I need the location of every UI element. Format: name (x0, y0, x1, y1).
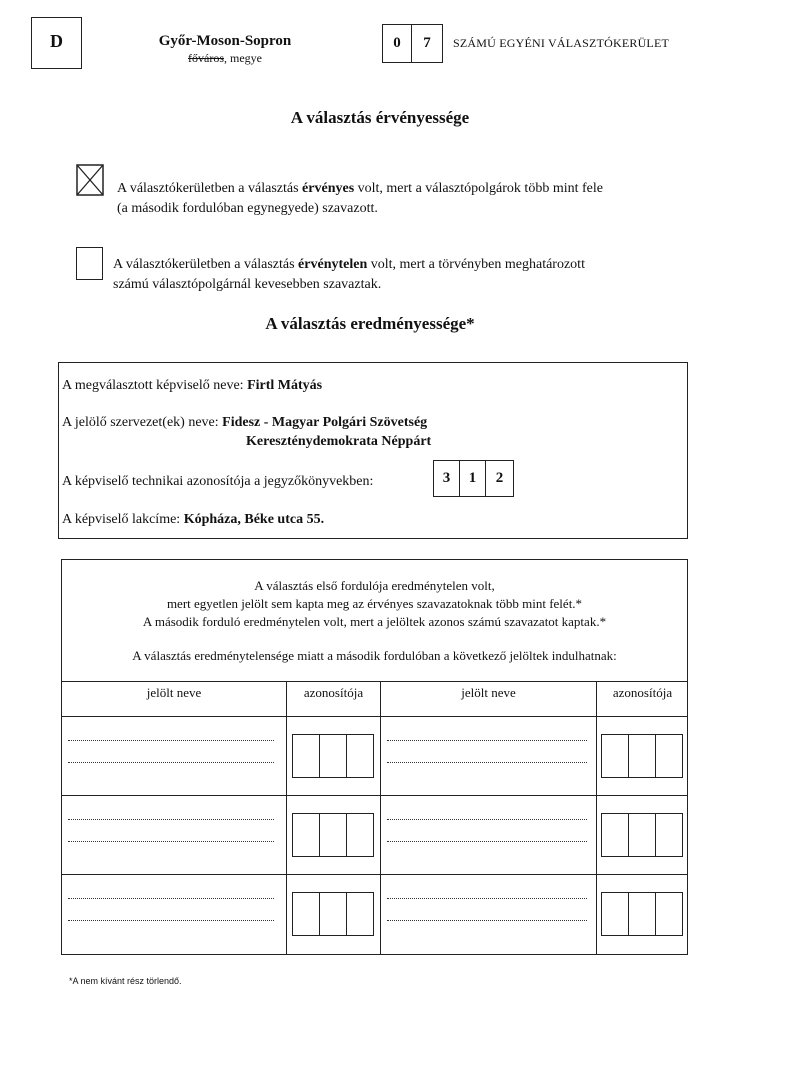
id-input-box[interactable] (601, 892, 629, 936)
address-value: Kópháza, Béke utca 55. (183, 512, 325, 527)
valid-checkbox[interactable] (76, 164, 104, 196)
id-input-box[interactable] (292, 813, 320, 857)
district-label: SZÁMÚ EGYÉNI VÁLASZTÓKERÜLET (453, 36, 670, 50)
name-field[interactable] (68, 819, 274, 820)
invalid-line2: számú választópolgárnál kevesebben szavaztak. (113, 277, 382, 292)
name-field[interactable] (68, 841, 274, 842)
name-field[interactable] (387, 819, 587, 820)
col-header-name-2: jelölt neve (461, 685, 516, 700)
district-digit-2: 7 (411, 24, 443, 63)
id-input-box[interactable] (319, 813, 347, 857)
id-input-box[interactable] (655, 813, 683, 857)
invalid-option-text (113, 255, 585, 295)
id-input-box[interactable] (628, 813, 656, 857)
elected-name: Firtl Mátyás (247, 378, 323, 393)
table-row-divider (61, 795, 688, 796)
id-input-box[interactable] (628, 734, 656, 778)
id-digit-1: 3 (433, 460, 460, 497)
validity-title: A választás érvényessége (290, 108, 470, 127)
invalid-post: volt, mert a törvényben meghatározott (367, 257, 585, 272)
id-input-box[interactable] (346, 734, 374, 778)
valid-post: volt, mert a választópolgárok több mint fele (354, 181, 603, 196)
valid-option-text (117, 179, 603, 219)
unsuccessful-line3: A második forduló eredménytelen volt, mert a jelöltek azonos számú szavazatot kaptak.* (142, 614, 607, 629)
org-label: A jelölő szervezet(ek) neve: (62, 415, 223, 430)
valid-line2: (a második fordulóban egynegyede) szavazott. (117, 201, 378, 216)
org-row (62, 415, 427, 431)
id-input-box[interactable] (655, 892, 683, 936)
id-input-box[interactable] (292, 734, 320, 778)
name-field[interactable] (68, 920, 274, 921)
org-line1: Fidesz - Magyar Polgári Szövetség (222, 415, 428, 430)
table-col-divider (380, 681, 381, 955)
table-row-divider (61, 716, 688, 717)
checkbox-x-icon (76, 164, 104, 196)
id-input-box[interactable] (292, 892, 320, 936)
col-header-name-1: jelölt neve (146, 685, 202, 700)
id-input-box[interactable] (346, 813, 374, 857)
table-row-divider (61, 874, 688, 875)
col-header-id-2: azonosítója (612, 685, 673, 700)
id-input-box[interactable] (346, 892, 374, 936)
result-title: A választás eredményessége* (265, 314, 475, 333)
footnote: *A nem kívánt rész törlendő. (69, 976, 182, 986)
valid-bold: érvényes (302, 181, 355, 196)
address-row (62, 512, 324, 528)
candidates-table (61, 681, 688, 955)
name-field[interactable] (387, 898, 587, 899)
district-letter: D (50, 31, 63, 51)
name-field[interactable] (387, 920, 587, 921)
county-sub-struck: főváros (188, 51, 224, 65)
unsuccessful-line2: mert egyetlen jelölt sem kapta meg az érvényes szavazatoknak több mint felét.* (166, 596, 583, 611)
unsuccessful-line4: A választás eredménytelensége miatt a második fordulóban a következő jelöltek indulhatnak: (132, 648, 617, 663)
org-line2: Kereszténydemokrata Néppárt (246, 434, 432, 449)
name-field[interactable] (68, 898, 274, 899)
name-field[interactable] (387, 841, 587, 842)
elected-row (62, 378, 322, 394)
county-name: Győr-Moson-Sopron (158, 33, 292, 49)
name-field[interactable] (387, 762, 587, 763)
id-input-box[interactable] (628, 892, 656, 936)
id-input-box[interactable] (601, 734, 629, 778)
id-input-box[interactable] (655, 734, 683, 778)
unsuccessful-line1: A választás első fordulója eredménytelen volt, (254, 578, 495, 593)
id-digit-3: 2 (485, 460, 514, 497)
id-digit-2: 1 (459, 460, 486, 497)
name-field[interactable] (68, 740, 274, 741)
id-input-box[interactable] (319, 892, 347, 936)
table-col-divider (596, 681, 597, 955)
address-label: A képviselő lakcíme: (62, 512, 184, 527)
id-label: A képviselő technikai azonosítója a jegyzőkönyvekben: (62, 474, 374, 489)
district-digit-1: 0 (382, 24, 412, 63)
valid-pre: A választókerületben a választás (117, 181, 303, 196)
county-sub-rest: , megye (224, 51, 262, 65)
id-input-box[interactable] (601, 813, 629, 857)
county-subtitle (140, 51, 310, 66)
invalid-checkbox[interactable] (76, 247, 103, 280)
invalid-pre: A választókerületben a választás (113, 257, 299, 272)
table-col-divider (286, 681, 287, 955)
col-header-id-1: azonosítója (303, 685, 364, 700)
invalid-bold: érvénytelen (298, 257, 368, 272)
name-field[interactable] (387, 740, 587, 741)
elected-label: A megválasztott képviselő neve: (62, 378, 248, 393)
name-field[interactable] (68, 762, 274, 763)
id-input-box[interactable] (319, 734, 347, 778)
